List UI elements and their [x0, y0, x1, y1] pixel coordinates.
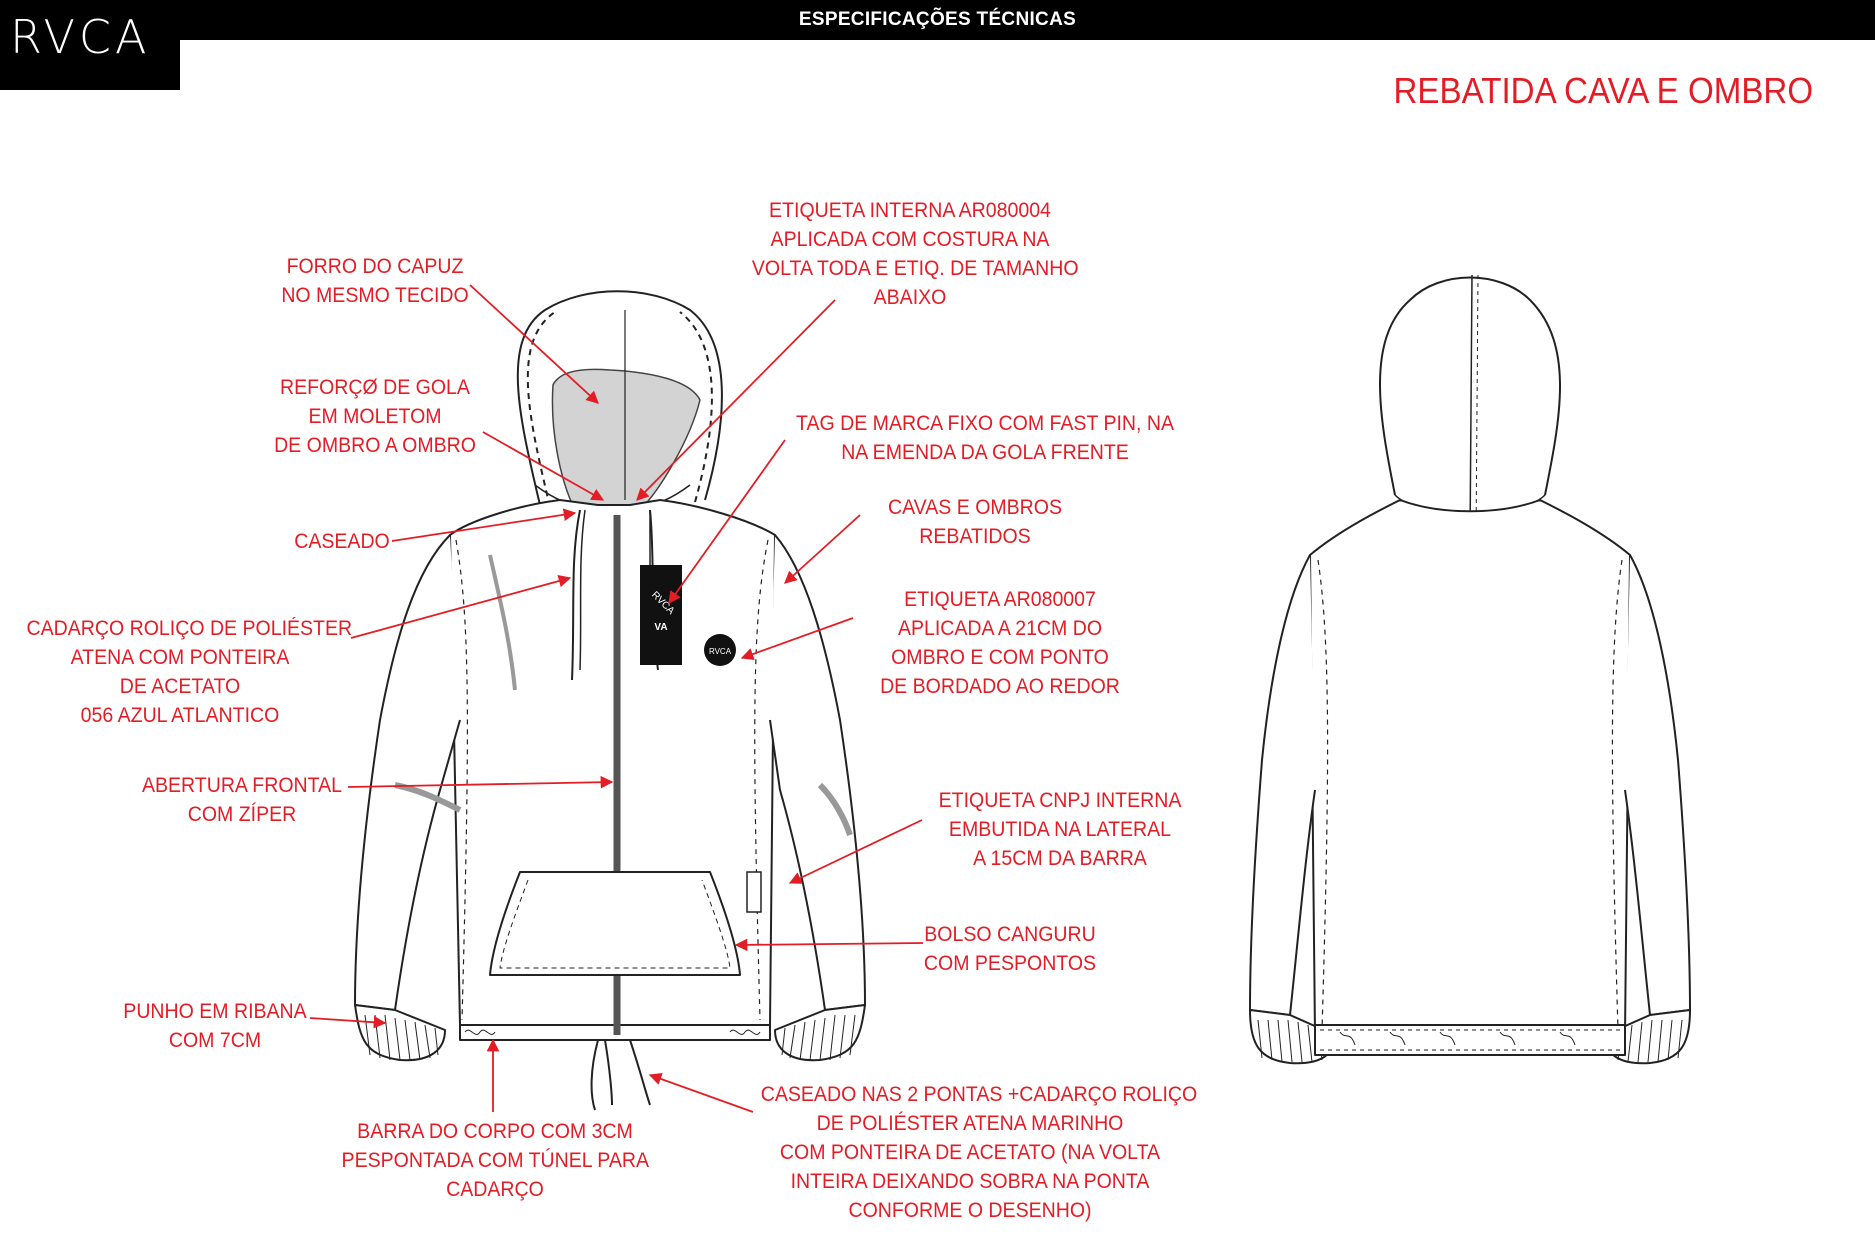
sheet-subtitle: REBATIDA CAVA E OMBRO: [1393, 70, 1813, 111]
callout-caseado-pontas: CASEADO NAS 2 PONTAS +CADARÇO ROLIÇO DE POLIÉSTER ATENA MARINHO COM PONTEIRA DE ACETATO (NA VOLTA INTEIRA DEIXANDO SOBRA NA PONTA CONFORME O DESENHO): [760, 1083, 1198, 1222]
hangtag-mark: VA: [654, 622, 668, 633]
hangtag-text: RVCA: [649, 589, 677, 617]
back-left-sleeve: [1250, 555, 1315, 1015]
callout-caseado: CASEADO: [294, 530, 390, 553]
page-title: ESPECIFICAÇÕES TÉCNICAS: [798, 9, 1077, 30]
callout-etiqueta-cnpj: ETIQUETA CNPJ INTERNA EMBUTIDA NA LATERAL A 15CM DA BARRA: [938, 789, 1182, 870]
kangaroo-pocket: [490, 872, 740, 975]
callout-abertura-frontal: ABERTURA FRONTAL COM ZÍPER: [141, 774, 343, 826]
patch-text: RVCA: [708, 647, 732, 656]
left-sleeve: [355, 535, 460, 1010]
callout-barra-corpo: BARRA DO CORPO COM 3CM PESPONTADA COM TÚNEL PARA CADARÇO: [341, 1120, 650, 1201]
callout-bolso: BOLSO CANGURU COM PESPONTOS: [923, 923, 1097, 975]
brand-logo-text: RVCA: [10, 10, 151, 64]
hem-drawcord: [592, 1040, 650, 1110]
back-right-sleeve: [1625, 555, 1690, 1015]
left-cuff: [355, 1005, 445, 1060]
callout-etiqueta-interna: ETIQUETA INTERNA AR080004 APLICADA COM COSTURA NA VOLTA TODA E ETIQ. DE TAMANHO ABAIXO: [751, 199, 1079, 309]
callout-cadarco: CADARÇO ROLIÇO DE POLIÉSTER ATENA COM PONTEIRA DE ACETATO 056 AZUL ATLANTICO: [26, 617, 353, 727]
callout-punho: PUNHO EM RIBANA COM 7CM: [123, 1000, 307, 1052]
right-cuff: [775, 1005, 865, 1060]
back-body: [1310, 500, 1630, 1035]
callout-reforco-gola: REFORÇØ DE GOLA EM MOLETOM DE OMBRO A OMBRO: [274, 376, 476, 457]
back-hoodie: [1250, 275, 1690, 1063]
callout-cavas-ombros: CAVAS E OMBROS REBATIDOS: [888, 496, 1062, 548]
cnpj-label: [747, 872, 761, 912]
chest-patch: [704, 634, 736, 666]
callout-etiqueta-ar080007: ETIQUETA AR080007 APLICADA A 21CM DO OMBRO E COM PONTO DE BORDADO AO REDOR: [880, 588, 1120, 698]
right-sleeve: [770, 535, 865, 1010]
callout-forro-capuz: FORRO DO CAPUZ NO MESMO TECIDO: [281, 255, 469, 307]
callout-tag-marca: TAG DE MARCA FIXO COM FAST PIN, NA NA EMENDA DA GOLA FRENTE: [795, 412, 1174, 464]
